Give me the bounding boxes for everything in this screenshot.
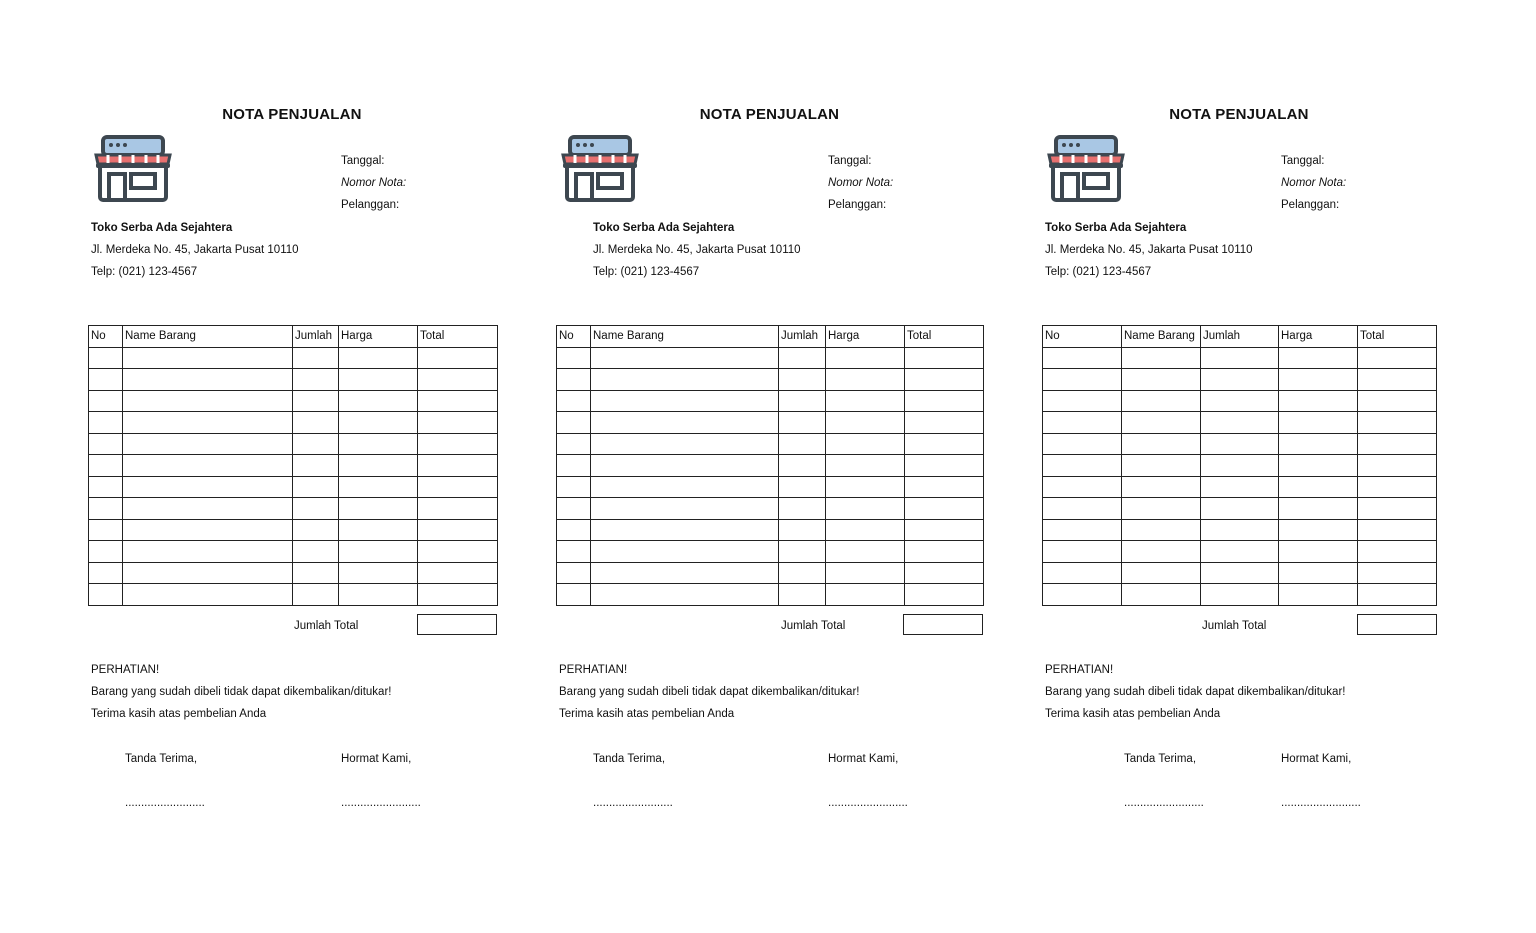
table-cell[interactable]	[1122, 584, 1201, 606]
table-cell[interactable]	[1358, 498, 1437, 520]
table-cell[interactable]	[1358, 476, 1437, 498]
table-cell[interactable]	[1358, 541, 1437, 563]
perhatian-label: PERHATIAN!	[1045, 664, 1114, 676]
col-total: Total	[1358, 326, 1437, 348]
table-row	[1043, 476, 1437, 498]
table-cell[interactable]	[1201, 390, 1279, 412]
col-total: Total	[418, 326, 498, 348]
table-cell[interactable]	[1122, 347, 1201, 369]
col-no: No	[1043, 326, 1122, 348]
table-cell[interactable]	[1043, 541, 1122, 563]
table-row	[1043, 455, 1437, 477]
nomor-nota-label: Nomor Nota:	[1281, 177, 1347, 189]
jumlah-total-box[interactable]	[1357, 614, 1437, 635]
hormat-kami-label: Hormat Kami,	[1281, 753, 1352, 765]
col-no: No	[557, 326, 591, 348]
col-no: No	[89, 326, 123, 348]
notice-text: Barang yang sudah dibeli tidak dapat dikembalikan/ditukar!	[91, 686, 392, 698]
notice-text: Barang yang sudah dibeli tidak dapat dikembalikan/ditukar!	[559, 686, 860, 698]
table-cell[interactable]	[1201, 455, 1279, 477]
col-name-barang: Name Barang	[1122, 326, 1201, 348]
table-cell[interactable]	[1358, 412, 1437, 434]
nota-title: NOTA PENJUALAN	[1169, 106, 1309, 123]
table-cell[interactable]	[1043, 433, 1122, 455]
table-row	[1043, 541, 1437, 563]
table-cell[interactable]	[1043, 412, 1122, 434]
store-phone: Telp: (021) 123-4567	[1045, 266, 1152, 278]
table-row	[1043, 519, 1437, 541]
tanggal-label: Tanggal:	[1281, 155, 1325, 167]
store-name: Toko Serba Ada Sejahtera	[593, 222, 735, 234]
table-row	[1043, 390, 1437, 412]
thanks-text: Terima kasih atas pembelian Anda	[1045, 708, 1221, 720]
table-cell[interactable]	[1279, 347, 1358, 369]
jumlah-total-label: Jumlah Total	[294, 620, 359, 632]
perhatian-label: PERHATIAN!	[559, 664, 628, 676]
col-jumlah: Jumlah	[1201, 326, 1279, 348]
table-cell[interactable]	[1201, 562, 1279, 584]
table-cell[interactable]	[1279, 584, 1358, 606]
table-cell[interactable]	[1201, 476, 1279, 498]
table-cell[interactable]	[1358, 519, 1437, 541]
store-phone: Telp: (021) 123-4567	[91, 266, 198, 278]
table-cell[interactable]	[1358, 369, 1437, 391]
table-cell[interactable]	[1122, 498, 1201, 520]
table-cell[interactable]	[1201, 412, 1279, 434]
table-cell[interactable]	[1201, 541, 1279, 563]
table-cell[interactable]	[1279, 562, 1358, 584]
table-row	[1043, 412, 1437, 434]
signature-line-seller: .........................	[1281, 797, 1361, 809]
notice-text: Barang yang sudah dibeli tidak dapat dikembalikan/ditukar!	[1045, 686, 1346, 698]
col-jumlah: Jumlah	[293, 326, 339, 348]
signature-line-seller: .........................	[828, 797, 908, 809]
table-cell[interactable]	[1358, 433, 1437, 455]
store-name: Toko Serba Ada Sejahtera	[91, 222, 233, 234]
jumlah-total-label: Jumlah Total	[1202, 620, 1267, 632]
store-name: Toko Serba Ada Sejahtera	[1045, 222, 1187, 234]
hormat-kami-label: Hormat Kami,	[341, 753, 412, 765]
table-row	[1043, 369, 1437, 391]
table-cell[interactable]	[1043, 390, 1122, 412]
table-cell[interactable]	[1043, 369, 1122, 391]
thanks-text: Terima kasih atas pembelian Anda	[559, 708, 735, 720]
thanks-text: Terima kasih atas pembelian Anda	[91, 708, 267, 720]
table-cell[interactable]	[1279, 433, 1358, 455]
table-cell[interactable]	[1122, 369, 1201, 391]
table-cell[interactable]	[1279, 390, 1358, 412]
store-address: Jl. Merdeka No. 45, Jakarta Pusat 10110	[593, 244, 801, 256]
tanggal-label: Tanggal:	[828, 155, 872, 167]
table-cell[interactable]	[1279, 369, 1358, 391]
table-cell[interactable]	[1279, 519, 1358, 541]
table-cell[interactable]	[1201, 433, 1279, 455]
table-cell[interactable]	[1279, 498, 1358, 520]
pelanggan-label: Pelanggan:	[341, 199, 400, 211]
table-cell[interactable]	[1358, 390, 1437, 412]
table-cell[interactable]	[1358, 347, 1437, 369]
table-cell[interactable]	[1279, 412, 1358, 434]
col-harga: Harga	[339, 326, 418, 348]
col-name-barang: Name Barang	[123, 326, 293, 348]
table-cell[interactable]	[1201, 498, 1279, 520]
hormat-kami-label: Hormat Kami,	[828, 753, 899, 765]
table-row	[1043, 347, 1437, 369]
pelanggan-label: Pelanggan:	[1281, 199, 1340, 211]
store-icon	[1046, 134, 1126, 204]
table-cell[interactable]	[1201, 584, 1279, 606]
signature-line-receiver: .........................	[1124, 797, 1204, 809]
signature-line-seller: .........................	[341, 797, 421, 809]
table-cell[interactable]	[1043, 519, 1122, 541]
store-address: Jl. Merdeka No. 45, Jakarta Pusat 10110	[1045, 244, 1253, 256]
store-phone: Telp: (021) 123-4567	[593, 266, 700, 278]
tanda-terima-label: Tanda Terima,	[593, 753, 666, 765]
table-cell[interactable]	[1358, 455, 1437, 477]
table-cell[interactable]	[1122, 562, 1201, 584]
table-cell[interactable]	[1201, 347, 1279, 369]
table-cell[interactable]	[1122, 519, 1201, 541]
table-cell[interactable]	[1358, 562, 1437, 584]
table-cell[interactable]	[1122, 541, 1201, 563]
perhatian-label: PERHATIAN!	[91, 664, 160, 676]
table-cell[interactable]	[1043, 347, 1122, 369]
store-address: Jl. Merdeka No. 45, Jakarta Pusat 10110	[91, 244, 299, 256]
pelanggan-label: Pelanggan:	[828, 199, 887, 211]
table-cell[interactable]	[1122, 412, 1201, 434]
tanggal-label: Tanggal:	[341, 155, 385, 167]
table-cell[interactable]	[1043, 476, 1122, 498]
nomor-nota-label: Nomor Nota:	[828, 177, 894, 189]
table-row	[1043, 584, 1437, 606]
table-cell[interactable]	[1201, 519, 1279, 541]
jumlah-total-label: Jumlah Total	[781, 620, 846, 632]
signature-line-receiver: .........................	[125, 797, 205, 809]
tanda-terima-label: Tanda Terima,	[1124, 753, 1197, 765]
table-cell[interactable]	[1122, 390, 1201, 412]
table-cell[interactable]	[1279, 455, 1358, 477]
col-harga: Harga	[1279, 326, 1358, 348]
table-cell[interactable]	[1122, 433, 1201, 455]
table-row	[1043, 562, 1437, 584]
col-total: Total	[905, 326, 984, 348]
col-harga: Harga	[826, 326, 905, 348]
col-jumlah: Jumlah	[779, 326, 826, 348]
tanda-terima-label: Tanda Terima,	[125, 753, 198, 765]
table-row	[1043, 498, 1437, 520]
table-cell[interactable]	[1279, 541, 1358, 563]
table-cell[interactable]	[1043, 562, 1122, 584]
table-cell[interactable]	[1358, 584, 1437, 606]
col-name-barang: Name Barang	[591, 326, 779, 348]
table-cell[interactable]	[1043, 455, 1122, 477]
table-cell[interactable]	[1043, 498, 1122, 520]
table-cell[interactable]	[1122, 455, 1201, 477]
nomor-nota-label: Nomor Nota:	[341, 177, 407, 189]
items-table	[1042, 325, 1437, 606]
nota-title: NOTA PENJUALAN	[222, 106, 362, 123]
signature-line-receiver: .........................	[593, 797, 673, 809]
table-cell[interactable]	[1201, 369, 1279, 391]
table-cell[interactable]	[1279, 476, 1358, 498]
nota-title: NOTA PENJUALAN	[699, 106, 840, 123]
table-cell[interactable]	[1122, 476, 1201, 498]
table-cell[interactable]	[1043, 584, 1122, 606]
table-row	[1043, 433, 1437, 455]
